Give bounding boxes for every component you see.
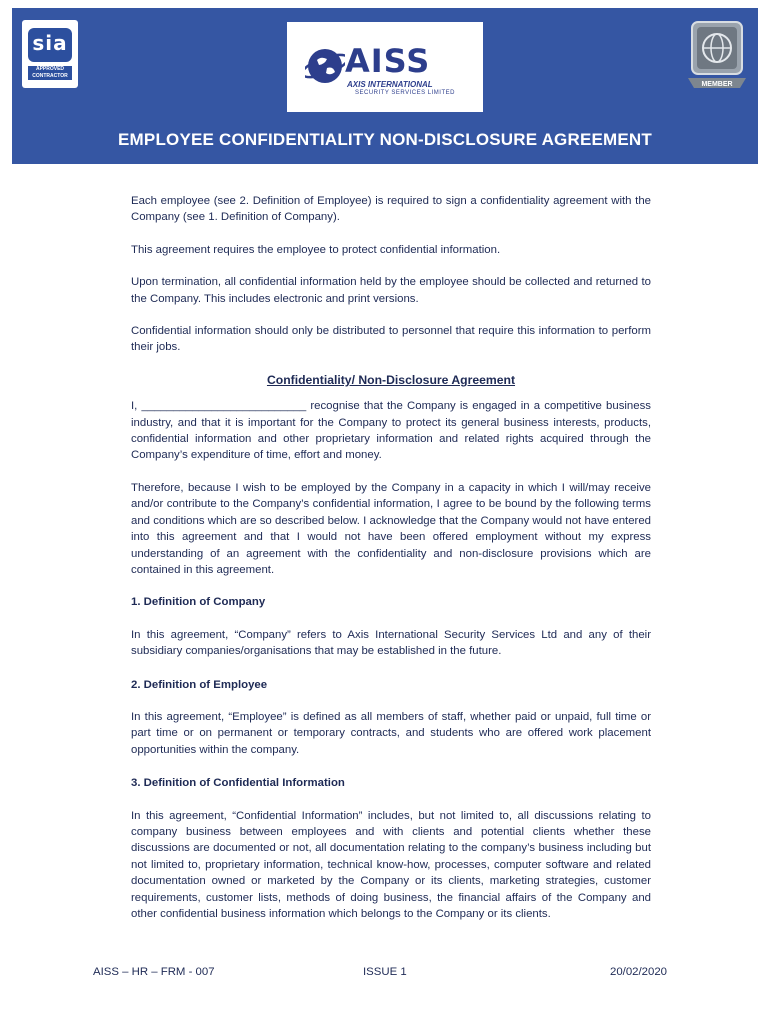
definition-heading: 1. Definition of Company bbox=[131, 596, 266, 609]
definition-heading: 3. Definition of Confidential Information bbox=[131, 777, 345, 790]
footer-doc-ref: AISS – HR – FRM - 007 bbox=[93, 966, 215, 978]
aiss-brand-line1: AXIS INTERNATIONAL bbox=[347, 80, 433, 89]
definition-text: In this agreement, “Company” refers to Axis International Security Services Ltd and any of their subsidiary companies/organisations that may be established in the future. bbox=[131, 628, 651, 658]
intro-paragraph-3: Upon termination, all confidential information held by the employee should be collected and returned to the Company. This includes electronic and print versions. bbox=[131, 276, 651, 305]
agreement-paragraph-1: I, __________________________ recognise that the Company is engaged in a competitive business industry, and that it is important for the Company to protect its general business interests, products, confidential information and other proprietary information and related rights acquired through the Company’s expenditure of time, effort and money. bbox=[131, 400, 651, 462]
globe-icon bbox=[305, 46, 345, 86]
member-badge bbox=[688, 20, 746, 90]
definition-text: In this agreement, “Confidential Information” includes, but not limited to, all discussions relating to company business between employees and with clients and potential clients whether these discussions are documented or not, all documentation relating to the company’s business including but not limited to, proprietary information, technical know-how, processes, computer software and related documentation owned or marketed by the Company or its clients, marketing strategies, customer requirements, customer lists, methods of doing business, the financial affairs of the Company and other confidential business information which belongs to the Company or its clients. bbox=[131, 809, 651, 920]
aiss-brand-line2: SECURITY SERVICES LIMITED bbox=[355, 90, 455, 96]
intro-paragraph-4: Confidential information should only be distributed to personnel that require this information to perform their jobs. bbox=[131, 325, 651, 354]
sia-logo-text: sia bbox=[32, 31, 68, 55]
footer-date: 20/02/2020 bbox=[610, 966, 668, 978]
aiss-logo bbox=[287, 22, 483, 112]
definition-heading: 2. Definition of Employee bbox=[131, 678, 268, 691]
header-banner bbox=[12, 8, 758, 164]
aiss-brand-name: AISS bbox=[345, 42, 431, 80]
sia-approved-logo bbox=[22, 20, 78, 88]
agreement-title: Confidentiality/ Non-Disclosure Agreement bbox=[266, 372, 516, 387]
footer-issue: ISSUE 1 bbox=[363, 966, 407, 978]
page-title: EMPLOYEE CONFIDENTIALITY NON-DISCLOSURE AGREEMENT bbox=[118, 130, 652, 149]
definition-confidential-information bbox=[131, 775, 651, 922]
document-body bbox=[131, 193, 651, 939]
member-badge-text: MEMBER bbox=[701, 81, 733, 88]
sia-logo-subtext: APPROVED CONTRACTOR bbox=[28, 66, 72, 80]
agreement-paragraph-2: Therefore, because I wish to be employed by the Company in a capacity in which I will/may receive and/or contribute to the Company’s confidential information, I agree to be bound by the following terms and conditions which are so described below. I acknowledge that the Company would not have entered into this agreement and that I would not have been offered employment without my express understanding of an agreement with the confidentiality and non-disclosure provisions which are contained in this agreement. bbox=[131, 481, 651, 576]
definition-employee bbox=[131, 677, 651, 759]
definition-company bbox=[131, 594, 651, 659]
intro-paragraph-1: Each employee (see 2. Definition of Employee) is required to sign a confidentiality agreement with the Company (see 1. Definition of Company). bbox=[131, 195, 651, 224]
intro-paragraph-2: This agreement requires the employee to protect confidential information. bbox=[131, 243, 501, 256]
definition-text: In this agreement, “Employee” is defined as all members of staff, whether paid or unpaid, full time or part time or on permanent or temporary contracts, and students who are offered work placement opportunities within the company. bbox=[131, 710, 651, 756]
